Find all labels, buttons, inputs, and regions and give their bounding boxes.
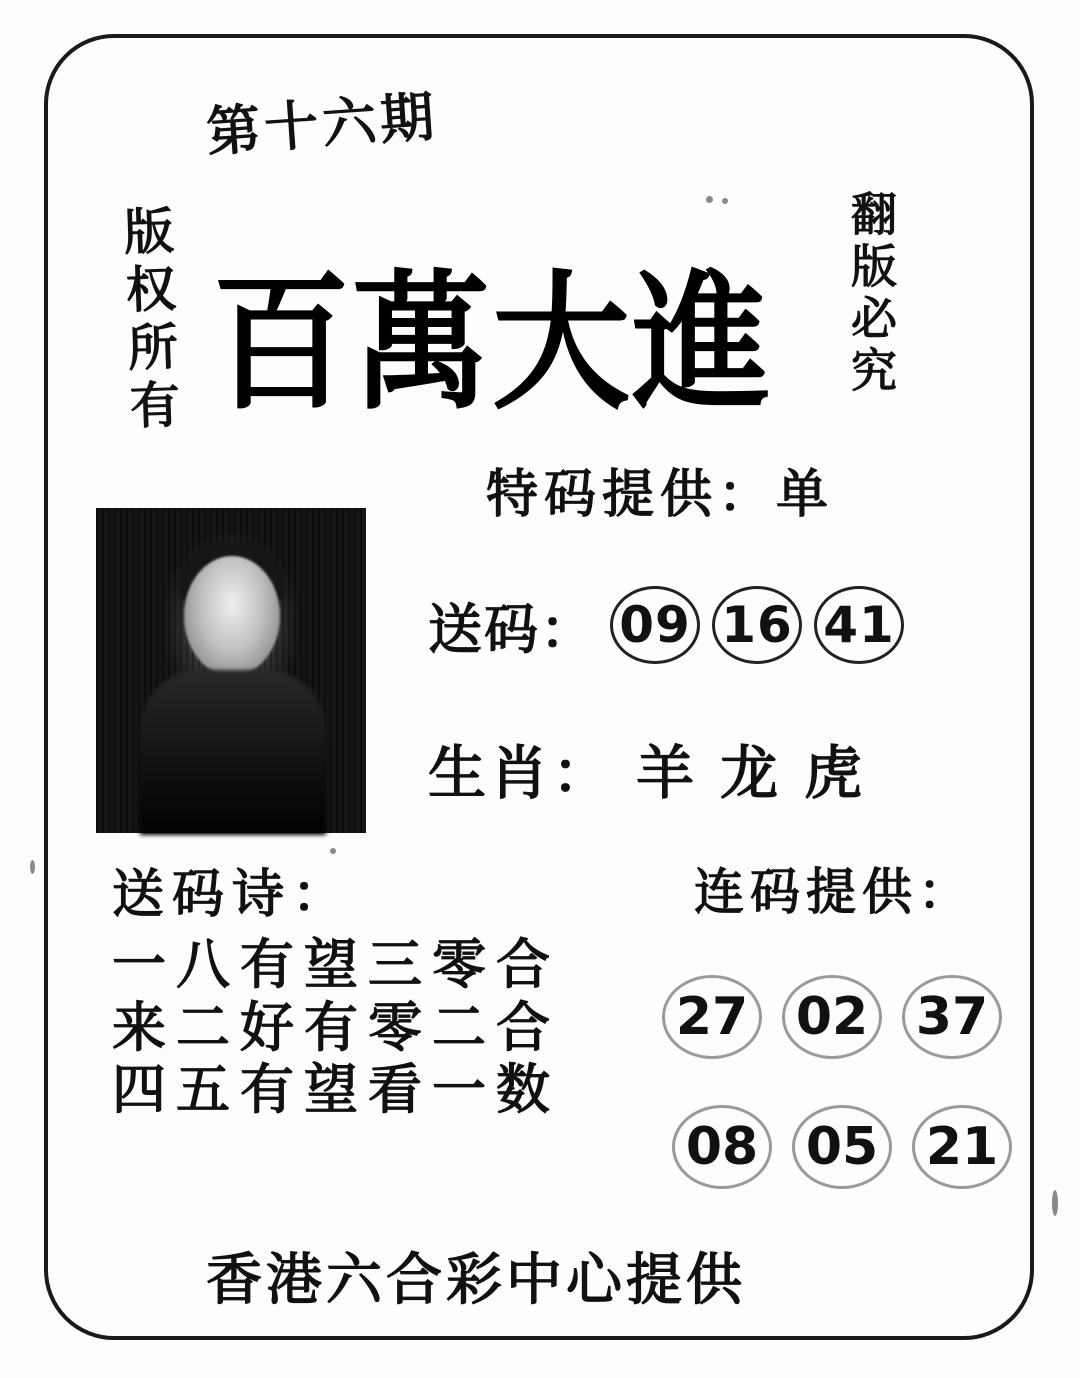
send-code-ball: 41 bbox=[814, 586, 904, 664]
poem-line: 四五有望看一数 bbox=[112, 1057, 560, 1122]
zodiac-label: 生肖： bbox=[428, 739, 615, 807]
scan-speck bbox=[1052, 1190, 1058, 1216]
special-code-line: 特码提供：单 bbox=[486, 464, 835, 525]
zodiac-animal: 龙 bbox=[720, 739, 783, 807]
poem-line: 一八有望三零合 bbox=[112, 932, 560, 996]
page-title: 百萬大進 bbox=[212, 254, 773, 431]
poem-title: 送码诗： bbox=[112, 864, 353, 925]
lianma-row-first bbox=[652, 975, 1012, 1059]
copyright-left-text: 版权所有 bbox=[114, 204, 183, 438]
portrait-body bbox=[140, 670, 326, 835]
lianma-ball: 21 bbox=[912, 1105, 1012, 1189]
send-code-row bbox=[428, 586, 910, 664]
lianma-title: 连码提供： bbox=[694, 862, 974, 921]
lianma-ball: 27 bbox=[662, 975, 762, 1059]
lianma-ball: 05 bbox=[792, 1105, 892, 1189]
portrait-photo bbox=[96, 508, 366, 833]
send-code-ball: 09 bbox=[610, 586, 700, 664]
footer-text: 香港六合彩中心提供 bbox=[206, 1247, 746, 1313]
copyright-right-text: 翻版必究 bbox=[844, 190, 898, 398]
issue-number-label: 第十六期 bbox=[204, 83, 441, 165]
poem-line: 来二好有零二合 bbox=[112, 994, 560, 1059]
send-code-ball: 16 bbox=[712, 586, 802, 664]
poem-block bbox=[112, 852, 560, 1121]
scan-speck bbox=[30, 860, 35, 874]
scan-speck bbox=[722, 198, 728, 204]
lianma-ball: 02 bbox=[782, 975, 882, 1059]
scan-speck bbox=[706, 196, 713, 203]
lianma-ball: 08 bbox=[672, 1105, 772, 1189]
scan-speck bbox=[330, 848, 336, 854]
lianma-ball: 37 bbox=[902, 975, 1002, 1059]
zodiac-animal: 羊 bbox=[636, 739, 699, 807]
zodiac-row bbox=[428, 726, 866, 810]
lianma-row-second bbox=[662, 1105, 1022, 1189]
portrait-head bbox=[184, 556, 280, 676]
zodiac-animal: 虎 bbox=[804, 739, 867, 807]
send-code-label: 送码： bbox=[428, 596, 596, 661]
